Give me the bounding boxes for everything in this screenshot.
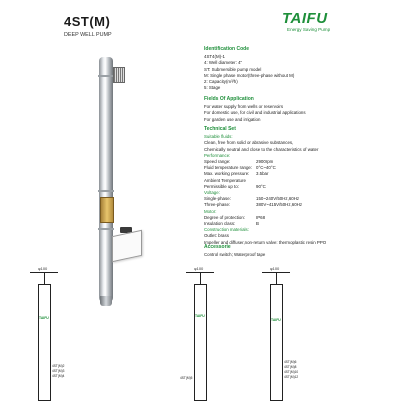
accessorie-heading: Accessorie — [204, 244, 231, 250]
brand-logo: TAIFU — [282, 10, 328, 27]
drawing-cable — [276, 272, 277, 284]
spec-key: Insulation class: — [204, 221, 236, 227]
spec-key: Ambient Temperature — [204, 177, 246, 183]
application-line: For domestic use, for civil and industrial applications — [204, 110, 306, 116]
model-list-b — [180, 376, 192, 381]
identification-line: M: Single phase motor(three-phase without M) — [204, 72, 295, 78]
model-label: 4ST(M)2 — [52, 364, 65, 368]
spec-value: 90°C — [256, 183, 266, 189]
pump-band — [98, 75, 114, 77]
spec-value: 0°C~40°C — [256, 165, 276, 171]
strainer-mesh-image — [113, 67, 125, 83]
accessorie-line: Control switch; Waterproof tape — [204, 252, 266, 258]
pump-band — [98, 190, 114, 192]
spec-value: 2900rpm — [256, 159, 274, 165]
drawing-logo: TAIFU — [39, 316, 49, 320]
model-list-a — [52, 364, 64, 379]
application-line: For water supply from wells or reservoirs — [204, 104, 284, 110]
model-label: 4ST(M)12 — [284, 375, 299, 379]
application-heading: Fields Of Application — [204, 96, 254, 102]
model-label: 4ST(M)8 — [284, 365, 297, 369]
identification-line: ST: Submersible pump model — [204, 66, 262, 72]
dimension-label: φ100 — [270, 266, 280, 271]
drawing-logo: TAIFU — [195, 314, 205, 318]
model-label: 4ST(M)10 — [284, 370, 299, 374]
control-box-image — [112, 230, 142, 262]
construction-line: Outlet: brass — [204, 233, 229, 239]
model-label: 4ST(M)3 — [52, 369, 65, 373]
application-section — [204, 96, 306, 123]
suitable-line: Clean, free from solid or abrasive substances, — [204, 140, 294, 146]
drawing-cable — [44, 272, 45, 284]
brand-tagline: Energy Saving Pump — [287, 27, 331, 32]
spec-value: 3.5bar — [256, 171, 269, 177]
spec-key: Three-phase: — [204, 202, 231, 208]
spec-key: Degree of protection: — [204, 214, 246, 220]
pump-band — [98, 228, 114, 230]
model-label: 4ST(M)4 — [52, 374, 65, 378]
technical-heading: Technical Set — [204, 126, 236, 132]
technical-section — [204, 126, 326, 246]
accessorie-section — [204, 244, 265, 258]
pump-drawing-a — [38, 284, 51, 401]
spec-key: Speed range: — [204, 159, 231, 165]
pump-drawing-c — [270, 284, 283, 401]
identification-section — [204, 46, 294, 91]
model-list-c — [284, 360, 298, 380]
suitable-line: Chemically neutral and close to the characteristics of water — [204, 146, 319, 152]
spec-key: Single-phase: — [204, 196, 231, 202]
product-title: 4ST(M) — [64, 14, 111, 29]
spec-key: Permissible up to: — [204, 183, 239, 189]
identification-heading: Identification Code — [204, 46, 249, 52]
product-subtitle: DEEP WELL PUMP — [64, 32, 112, 38]
identification-line: 4: Well diameter: 4" — [204, 60, 243, 66]
motor-heading: Motor: — [204, 208, 217, 214]
identification-line: 2: Capacity(m³/h) — [204, 79, 238, 85]
voltage-heading: Voltage: — [204, 190, 220, 196]
spec-key: Max. working pressure: — [204, 171, 250, 177]
dimension-label: φ100 — [194, 266, 204, 271]
spec-value: 380V~415V/50Hz,60Hz — [256, 202, 303, 208]
pump-illustration — [99, 57, 113, 302]
dimension-label: φ100 — [38, 266, 48, 271]
construction-line: Impeller and diffuser,non-return valve: thermoplastic resin PPO — [204, 239, 327, 245]
drawing-logo: TAIFU — [271, 318, 281, 322]
pump-label — [100, 197, 114, 223]
spec-value: 150~240V/50Hz,60Hz — [256, 196, 300, 202]
construction-heading: Construction materials: — [204, 227, 249, 233]
model-label: 4ST(M)6 — [284, 360, 297, 364]
model-label: 4ST(M)5 — [180, 376, 193, 380]
identification-line: 4ST4(M)-1 — [204, 54, 225, 60]
suitable-fluids-heading: Suitable fluids: — [204, 134, 233, 140]
application-line: For garden use and irrigation — [204, 116, 261, 122]
spec-key: Fluid temperature range: — [204, 165, 253, 171]
spec-value: IP68 — [256, 214, 266, 220]
pump-cap — [100, 296, 112, 306]
spec-value: B — [256, 221, 259, 227]
identification-line: 5: Stage — [204, 85, 221, 91]
performance-heading: Performance: — [204, 152, 231, 158]
drawing-cable — [200, 272, 201, 284]
pump-drawing-b — [194, 284, 207, 401]
